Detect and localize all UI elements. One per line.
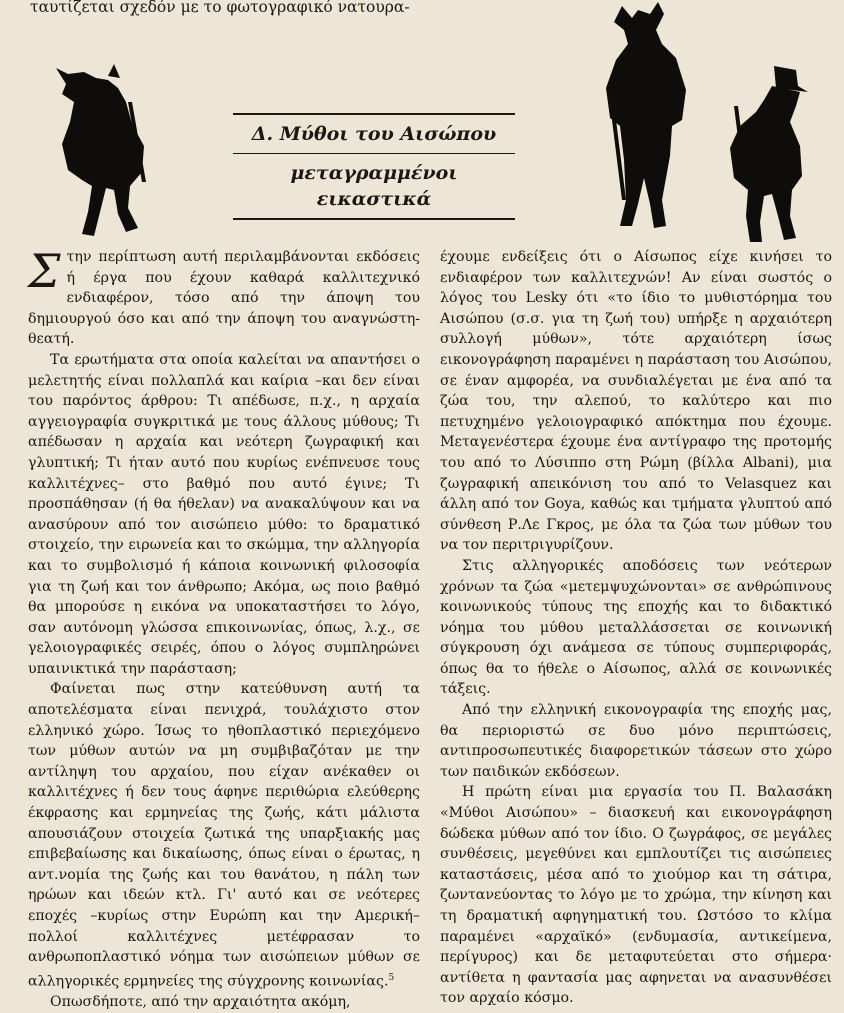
section-title-line1: Δ. Μύθοι του Αισώπου <box>251 123 497 145</box>
paragraph: Η πρώτη είναι μια εργασία του Π. Βαλασάκη «Μύθοι Αισώπου» – διασκευή και εικονογράφηση δώδεκα μύθων από τον ίδιο. Ο ζωγράφος, σε μεγάλες συνθέσεις, μεγεθύνει και εμπλουτίζει τις αισώπειες καταστάσεις, μέσα από το χιούμορ και τη σάτιρα, ζωντανεύοντας το λόγο με το χρώμα, την κίνηση και τη δραματική αφηγηματική του. Ωστόσο το κλίμα παραμένει «αρχαϊκό» (ενδυμασία, αντικείμενα, περίγυρος) και δε μεταφυτεύεται στο σήμερα· αντίθετα η φαντασία μας αφηνεται να ανασυνθέσει τον αρχαίο κόσμο. <box>440 784 832 1007</box>
fox-tophat-silhouette <box>716 66 816 246</box>
paragraph <box>28 679 420 992</box>
drop-cap: Σ <box>28 244 61 298</box>
fox-silhouette-icon <box>56 64 146 236</box>
section-title-line2: μεταγραμμένοι εικαστικά <box>290 162 458 210</box>
gentleman-silhouette-icon <box>606 2 686 228</box>
paragraph: Τα ερωτήματα στα οποία καλείται να απαντήσει ο μελετητής είναι πολλαπλά και καίρια –και δεν είναι του παρόντος άρθρου: Τι απέδωσε, π.χ., η αρχαία αγγειογραφία συγκριτικά με τους άλλους μύθους; Τι απέδωσαν η αρχαία και νεότερη ζωγραφική και γλυπτική; Τι ήταν αυτό που κυρίως ενέπνευσε τους καλλιτέχνες– στο βαθμό που αυτό έγινε; Τι προσπάθησαν (ή θα ήθελαν) να ανακαλύψουν και να ανασύρουν από τον αισώπειο μύθο: το δραματικό στοιχείο, την ειρωνεία και το σκώμμα, την αλληγορία και το συμβολισμό ή κάποια κοινωνική φιλοσοφία για τη ζωή και τον άνθρωπο; Ακόμα, ως ποιο βαθμό θα μπορούσε η εικόνα να υποκαταστήσει το λόγο, σαν αυτόνομη γλώσσα επικοινωνίας, όπως, λ.χ., σε γελοιογραφικές σειρές, όπου ο λόγος συμπληρώνει υπαινικτικά την παράσταση; <box>28 351 420 677</box>
paragraph <box>28 244 420 350</box>
paragraph: Στις αλληγορικές αποδόσεις των νεότερων χρόνων τα ζώα «μετεμψυχώνονται» σε ανθρώπινους κοινωνικούς τύπους της εποχής και το διδακτικό νόημα του μύθου μεταλλάσσεται σε κοινωνική σύγκρουση όχι ανάμεσα σε τύπους συμπεριφοράς, όπως θα το ήθελε ο Αίσωπος, αλλά σε κοινωνικές τάξεις. <box>440 557 832 698</box>
paragraph-text: Φαίνεται πως στην κατεύθυνση αυτή τα αποτελέσματα είναι πενιχρά, τουλάχιστο στον ελληνικό χώρο. Ίσως το ηθοπλαστικό περιεχόμενο των μύθων αυτών να μη συμβιβαζόταν με την αντίληψη του αρχαίου, που είχαν ανέκαθεν οι καλλιτέχνες ή δεν τους άφηνε περιθώρια ελεύθερης έκφρασης και ερμηνείας της ζωής, κάτι μάλιστα απουσιάζουν στοιχεία ζωτικά της υπαρξιακής μας επιβεβαίωσης και δικαίωσης, όπως είναι ο έρωτας, η αντ.νομία της ζωής και του θανάτου, η πάλη των ηρώων και ιδεών κτλ. Γι' αυτό και σε νεότερες εποχές –κυρίως στην Ευρώπη και την Αμερική– πολλοί καλλιτέχνες μετέφρασαν το ανθρωποπλαστικό νόημα των αισώπειων μύθων σε αλληγορικές ερμηνείες της σύγχρονης κοινωνίας. <box>28 681 420 990</box>
paragraph: Οπωσδήποτε, από την αρχαιότητα ακόμη, <box>50 994 351 1011</box>
gentleman-silhouette <box>598 0 698 232</box>
title-rule-bottom <box>233 218 515 220</box>
article-column-right <box>440 247 832 1009</box>
paragraph: Από την ελληνική εικονογραφία της εποχής μας, θα περιοριστώ σε δυο μόνο περιπτώσεις, αντιπροσωπευτικές διαφορετικών τάσεων στο χώρο των παιδικών εκδόσεων. <box>440 702 832 780</box>
article-column-left <box>28 244 420 1013</box>
fox-silhouette-left <box>48 62 158 242</box>
section-title-block <box>233 113 515 220</box>
paragraph-text: την περίπτωση αυτή περιλαμβάνονται εκδόσεις ή έργα που έχουν καθαρά καλλιτεχνικό ενδιαφέρον, τόσο από την άποψη του δημιουργού όσο και από την άποψη του αναγνώστη-θεατή. <box>28 249 420 348</box>
footnote-ref[interactable]: 5 <box>388 972 395 983</box>
carryover-line: ταυτίζεται σχεδόν με το φωτογραφικό νατουρα- <box>30 0 410 16</box>
paragraph: έχουμε ενδείξεις ότι ο Αίσωπος είχε κινήσει το ενδιαφέρον των καλλιτεχνών! Αν είναι σωστός ο λόγος του Lesky ότι «το ίδιο το μυθιστόρημα του Αισώπου (σ.σ. για τη ζωή του) υπήρξε η αρχαιότερη συλλογή μύθων», τότε αρχαιότερη ίσως εικονογράφηση παραμένει η παράσταση του Αισώπου, σε έναν αμφορέα, να συνδιαλέγεται με ένα από τα ζώα του, την αλεπού, το καλύτερο και πιο πετυχημένο γελοιογραφικό απόκτημα που έχουμε. Μεταγενέστερα έχουμε ένα αντίγραφο της προτομής του από το Λύσιππο στη Ρώμη (βίλλα Albani), μια ζωγραφική απεικόνιση του από το Velasquez και άλλη από τον Goya, καθώς και τμήματα γλυπτού από σύνθεση Ρ.Λε Γκρος, με όλα τα ζώα των μύθων του να τον περιτριγυρίζουν. <box>440 249 832 554</box>
fox-with-hat-silhouette-icon <box>730 66 808 242</box>
